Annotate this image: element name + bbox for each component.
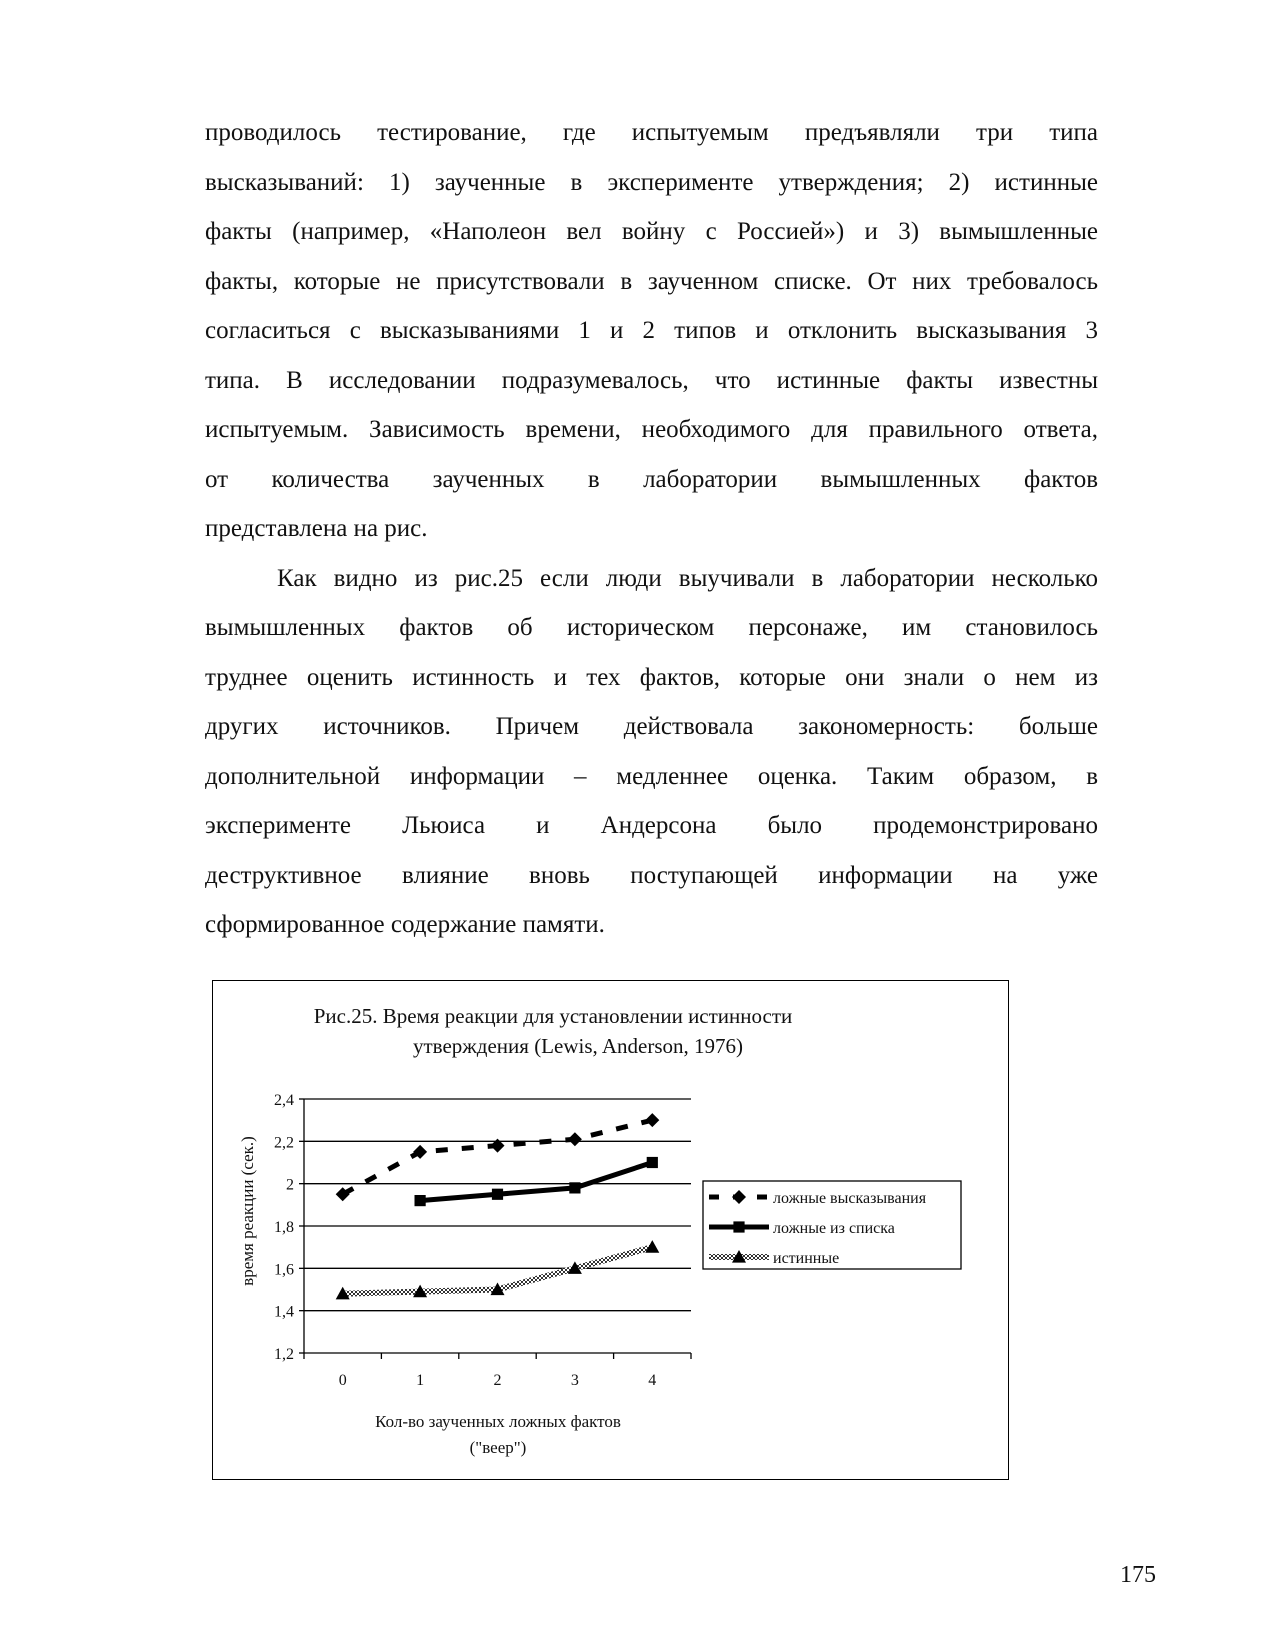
paragraph-1-line: проводилось тестирование, где испытуемым предъявляли три типа <box>205 119 1098 146</box>
figure-25 <box>212 980 1009 1480</box>
legend-label: истинные <box>773 1250 840 1267</box>
x-tick-label: 0 <box>338 1372 347 1389</box>
x-tick-label: 2 <box>493 1372 502 1389</box>
paragraph-1-line: представлена на рис. <box>205 515 428 542</box>
x-axis-label-line-2: ("веер") <box>469 1438 527 1457</box>
y-tick-label: 1,6 <box>274 1261 294 1279</box>
x-tick-label: 4 <box>648 1372 657 1389</box>
y-tick-label: 1,4 <box>274 1303 294 1321</box>
y-tick-label: 2 <box>286 1176 294 1194</box>
data-point-square <box>733 1221 744 1232</box>
paragraph-1-line: факты, которые не присутствовали в заученном списке. От них требовалось <box>205 267 1098 295</box>
paragraph-2-line: труднее оценить истинность и тех фактов, которые они знали о нем из <box>205 663 1098 691</box>
x-tick-label: 3 <box>570 1372 579 1389</box>
line-chart <box>213 981 1010 1481</box>
paragraph-2-line: дополнительной информации – медленнее оценка. Таким образом, в <box>205 762 1098 790</box>
paragraph-1-line: факты (например, «Наполеон вел войну с Россией») и 3) вымышленные <box>205 218 1098 245</box>
series-line-2 <box>420 1163 652 1201</box>
chart-title-line-1: Рис.25. Время реакции для установлении истинности <box>313 1004 793 1028</box>
page-number: 175 <box>1120 1562 1156 1588</box>
data-point-square <box>492 1189 503 1200</box>
chart-legend <box>703 1181 961 1269</box>
data-point-diamond <box>568 1132 582 1146</box>
y-tick-label: 2,2 <box>274 1134 294 1152</box>
data-point-square <box>569 1182 580 1193</box>
x-axis-label-line-1: Кол-во заученных ложных фактов <box>375 1412 621 1431</box>
paragraph-1-line: испытуемым. Зависимость времени, необходимого для правильного ответа, <box>205 416 1098 443</box>
data-point-diamond <box>645 1113 659 1127</box>
data-point-square <box>647 1157 658 1168</box>
paragraph-1-line: от количества заученных в лаборатории вымышленных фактов <box>205 465 1098 493</box>
paragraph-2-line: эксперименте Льюиса и Андерсона было продемонстрировано <box>205 812 1098 839</box>
paragraph-1-line: согласиться с высказываниями 1 и 2 типов и отклонить высказывания 3 <box>205 317 1098 344</box>
paragraph-2-line: сформированное содержание памяти. <box>205 911 605 938</box>
legend-label: ложные высказывания <box>773 1190 927 1207</box>
legend-label: ложные из списка <box>773 1220 895 1237</box>
paragraph-1-line: высказываний: 1) заученные в эксперименте утверждения; 2) истинные <box>205 168 1098 196</box>
data-point-diamond <box>491 1139 505 1153</box>
x-tick-label: 1 <box>416 1372 425 1389</box>
paragraph-2-line: деструктивное влияние вновь поступающей информации на уже <box>205 861 1098 889</box>
chart-title-line-2: утверждения (Lewis, Anderson, 1976) <box>413 1034 743 1058</box>
y-tick-label: 1,2 <box>274 1346 294 1363</box>
paragraph-2-line: других источников. Причем действовала закономерность: больше <box>205 713 1098 740</box>
paragraph-2-line: Как видно из рис.25 если люди выучивали в лаборатории несколько <box>277 564 1098 592</box>
y-tick-label: 2,4 <box>274 1092 294 1109</box>
y-axis-label: время реакции (сек.) <box>238 1136 257 1286</box>
data-point-square <box>415 1195 426 1206</box>
y-tick-label: 1,8 <box>274 1219 294 1236</box>
paragraph-2-line: вымышленных фактов об историческом персонаже, им становилось <box>205 614 1098 641</box>
paragraph-1-line: типа. В исследовании подразумевалось, что истинные факты известны <box>205 366 1098 394</box>
